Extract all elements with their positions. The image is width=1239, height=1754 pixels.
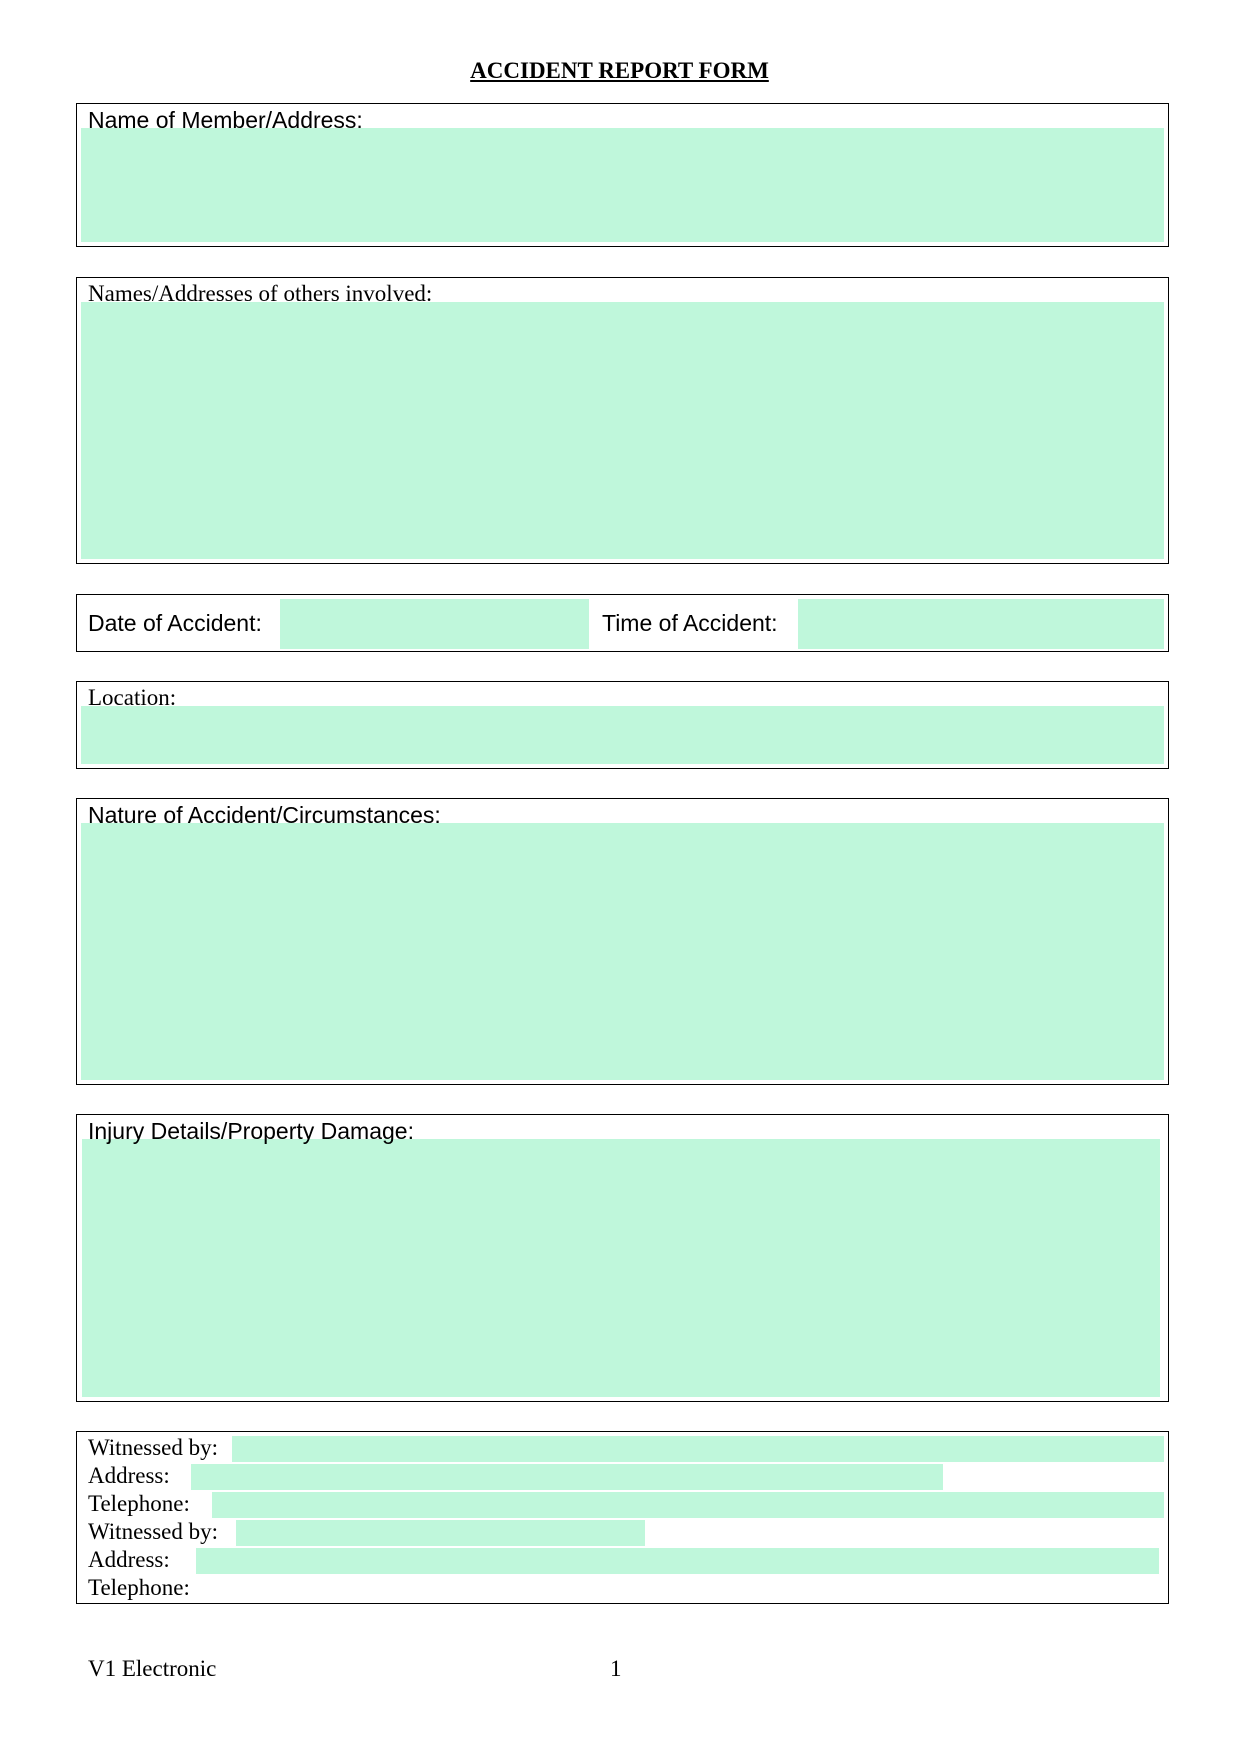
member-label: Name of Member/Address: — [88, 107, 363, 133]
address2-field[interactable] — [196, 1548, 1159, 1574]
member-address-field[interactable] — [81, 128, 1164, 242]
member-section — [76, 103, 1169, 247]
address1-label: Address: — [88, 1463, 170, 1488]
nature-circumstances-field[interactable] — [81, 823, 1164, 1080]
form-title: ACCIDENT REPORT FORM — [470, 58, 769, 83]
injury-damage-field[interactable] — [82, 1139, 1160, 1397]
injury-section — [76, 1114, 1169, 1402]
time-of-accident-field[interactable] — [798, 599, 1164, 649]
witness1-label: Witnessed by: — [88, 1435, 219, 1460]
time-label: Time of Accident: — [602, 610, 778, 636]
date-label: Date of Accident: — [88, 610, 262, 636]
address1-field[interactable] — [191, 1464, 943, 1490]
telephone1-label: Telephone: — [88, 1491, 190, 1516]
witness-section — [76, 1431, 1169, 1604]
witness1-name-field[interactable] — [232, 1436, 1164, 1462]
location-label: Location: — [88, 685, 177, 710]
witness2-name-field[interactable] — [236, 1520, 645, 1546]
injury-label: Injury Details/Property Damage: — [88, 1118, 414, 1144]
others-involved-field[interactable] — [81, 302, 1164, 559]
others-section — [76, 277, 1169, 564]
nature-label: Nature of Accident/Circumstances: — [88, 802, 441, 828]
nature-section — [76, 798, 1169, 1085]
date-of-accident-field[interactable] — [280, 599, 589, 649]
address2-label: Address: — [88, 1547, 170, 1572]
footer-version: V1 Electronic — [88, 1656, 217, 1681]
date-time-section — [76, 594, 1169, 652]
witness2-label: Witnessed by: — [88, 1519, 219, 1544]
others-label: Names/Addresses of others involved: — [88, 281, 433, 306]
telephone1-field[interactable] — [212, 1492, 1164, 1518]
location-field[interactable] — [81, 706, 1164, 764]
location-section — [76, 681, 1169, 769]
page-number: 1 — [610, 1656, 622, 1681]
telephone2-label: Telephone: — [88, 1575, 190, 1600]
